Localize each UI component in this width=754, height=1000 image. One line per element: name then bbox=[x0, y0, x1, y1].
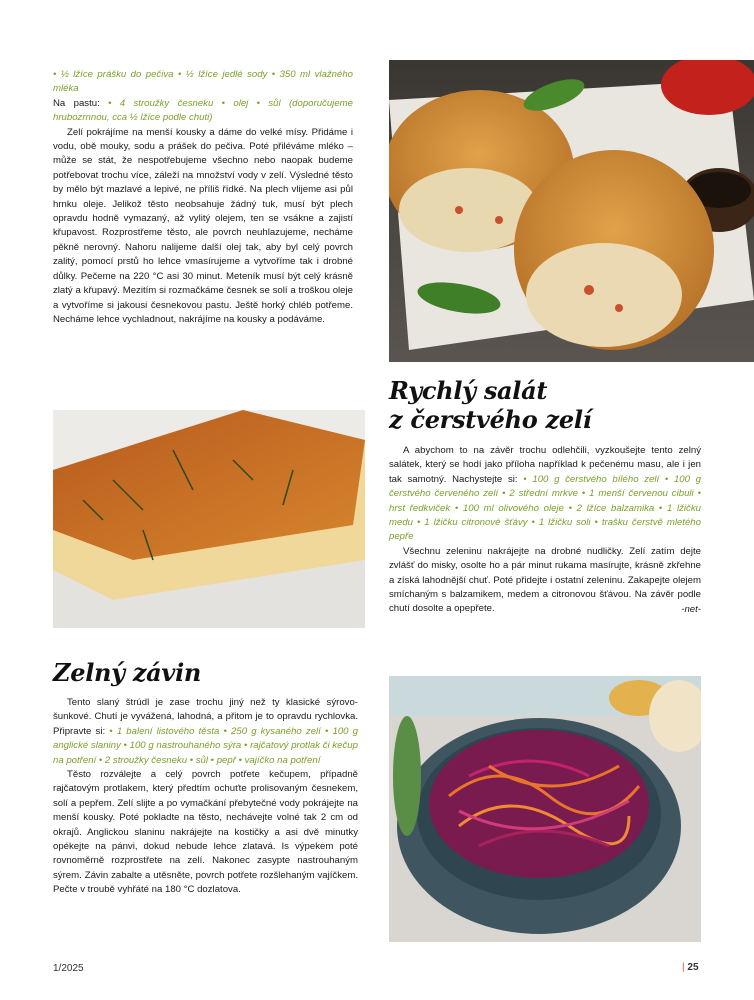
salad-ingredient: hrst ředkviček bbox=[389, 502, 451, 514]
salad-ingredient: 2 střední mrkve bbox=[509, 488, 578, 500]
strudel-ingredient: 2 stroužky česneku bbox=[104, 754, 188, 766]
strudel-title: Zelný závin bbox=[53, 658, 202, 687]
salad-ingredient: 1 menší červenou cibuli bbox=[589, 488, 694, 500]
salad-ingredient: trašku čerstvě mletého pepře bbox=[389, 517, 701, 543]
salad-method: Všechnu zeleninu nakrájejte na drobné nudličky. Zelí zatím dejte zvlášť do misky, osolte ho a pár minut rukama masírujte, krásně zkřehne a získá lahodnější chuť. Poté přidejte i ostatní zeleninu. Zakapejte olejem smíchaným s balzamikem, medem a citronovou šťávou. Na závěr podle chutí dosolte a opepřete. bbox=[389, 545, 701, 615]
salad-intro: A abychom to na závěr trochu odlehčili, vyzkoušejte tento zelný salátek, který se hodí jako příloha například k pečenému masu, ale i jen tak samotný. Nachystejte si: • 100 g čerstvého bílého zelí • 100 g čerstvého červeného zelí • 2 střední mrkve • 1 menší červenou cibuli • hrst ředkviček • 100 ml olivového oleje • 2 lžíce balzamika • 1 lžičku medu • 1 lžičku citronové šťávy • 1 lžičku soli • trašku čerstvě mletého pepře bbox=[389, 445, 702, 543]
strudel-ingredient: sůl bbox=[195, 754, 209, 766]
cabbage-bake-photo bbox=[53, 410, 365, 628]
left-top-column bbox=[53, 68, 353, 327]
salad-ingredient: 100 ml olivového oleje bbox=[462, 502, 564, 514]
author-signature: -net- bbox=[681, 603, 701, 615]
salad-title: Rychlý salát z čerstvého zelí bbox=[389, 376, 592, 434]
ingredients-continued: • ½ lžíce prášku do pečiva • ½ lžíce jedlé sody • 350 ml vlažného mléka bbox=[53, 69, 354, 95]
meteník-method: Zelí pokrájíme na menší kousky a dáme do velké mísy. Přidáme i vodu, obě mouky, sodu a prášek do pečiva. Poté přiléváme mléko – může se stát, že nespotřebujeme všechno nebo naopak budeme potřebovat trochu více, záleží na množství vody v zelí. Výsledné těsto by mělo být mazlavé a lepivé, ne příliš řídké. Na plech vlijeme asi půl hrnku oleje. Jelikož těsto neobsahuje žádný tuk, musí být plech opravdu hodně vymazaný, až vylitý olejem, ten se vsákne a zajistí křupavost. Rozprostřeme těsto, ale povrch neuhlazujeme, necháme pěkně nerovný. Nahoru nalijeme další olej tak, aby byl celý povrch zalitý, pomocí prstů ho lehce vmasírujeme a vytvoříme tak i drobné důlky. Pečeme na 220 °C asi 30 minut. Meteník musí být celý krásně zlatý a křupavý. Mezitím si rozmačkáme česnek se solí a troškou oleje a vytvoříme si jakousi česnekovou pastu. Ještě horký chléb potřeme. Necháme lehce vychladnout, nakrájíme na kousky a podáváme. bbox=[53, 126, 353, 325]
strudel-column bbox=[53, 696, 358, 898]
strudel-ingredient: 250 g kysaného zelí bbox=[231, 725, 321, 737]
salad-ingredient: 1 lžičku medu bbox=[389, 502, 701, 529]
strudel-method: Těsto rozválejte a celý povrch potřete kečupem, případně rajčatovým protlakem, který předtím ochuťte prolisovaným česnekem, solí a pepřem. Zelí slijte a po vymačkání přebytečné vody pokrájejte na menší kousky. Poté pokladte na těsto, nechávejte volné tak 2 cm od okrajů. Anglickou slaninu nakrájejte na kostičky a asi dvě minutky opékejte na pánvi, dokud nebude lehce zlatavá. Is výpekem poté rovnoměrně rozprostřete na zelí. Nakonec zasypte nastrouhaným sýrem. Závin zabalte a utěsněte, povrch potřete rozšlehaným vajíčkem. Pečte v troubě vyhřáté na 180 °C dozlatova. bbox=[53, 769, 358, 896]
strudel-ingredient: 100 g nastrouhaného sýra bbox=[129, 740, 242, 752]
issue-number: 1/2025 bbox=[53, 963, 84, 974]
salad-ingredient: 1 lžičku citronové šťávy bbox=[424, 517, 528, 529]
strudel-intro: Tento slaný štrúdl je zase trochu jiný než ty klasické sýrovo-šunkové. Chutí je vyvážená, lahodná, a přitom je to opravdu rychlovka. Připravte si: • 1 balení listového těsta • 250 g kysaného zelí • 100 g anglické slaniny • 100 g nastrouhaného sýra • rajčatový protlak či kečup na potření • 2 stroužky česneku • sůl • pepř • vajíčko na potření bbox=[53, 697, 358, 766]
strudel-ingredient: 100 g anglické slaniny bbox=[53, 725, 358, 752]
page-number: 25 bbox=[687, 962, 699, 973]
salad-ingredient: 100 g čerstvého bílého zelí bbox=[532, 473, 660, 485]
strudel-photo bbox=[389, 60, 754, 362]
strudel-ingredient: rajčatový protlak či kečup na potření bbox=[53, 740, 358, 766]
page-number-block bbox=[682, 962, 699, 973]
strudel-ingredient: pepř bbox=[216, 754, 236, 766]
pasta-ingredients: Na pastu: • 4 stroužky česneku • olej • sůl (doporučujeme hrubozrnnou, cca ½ lžíce podle chuti) bbox=[53, 97, 353, 124]
page-marker: | bbox=[682, 962, 685, 973]
salad-bowl-photo bbox=[389, 676, 701, 942]
salad-ingredient: 2 lžíce balzamika bbox=[576, 502, 655, 514]
salad-ingredient: 100 g čerstvého červeného zelí bbox=[389, 473, 702, 500]
strudel-ingredient: vajíčko na potření bbox=[244, 754, 321, 766]
salad-column bbox=[389, 444, 701, 631]
strudel-ingredient: 1 balení listového těsta bbox=[116, 725, 220, 737]
salad-ingredient: 1 lžičku soli bbox=[538, 517, 591, 529]
